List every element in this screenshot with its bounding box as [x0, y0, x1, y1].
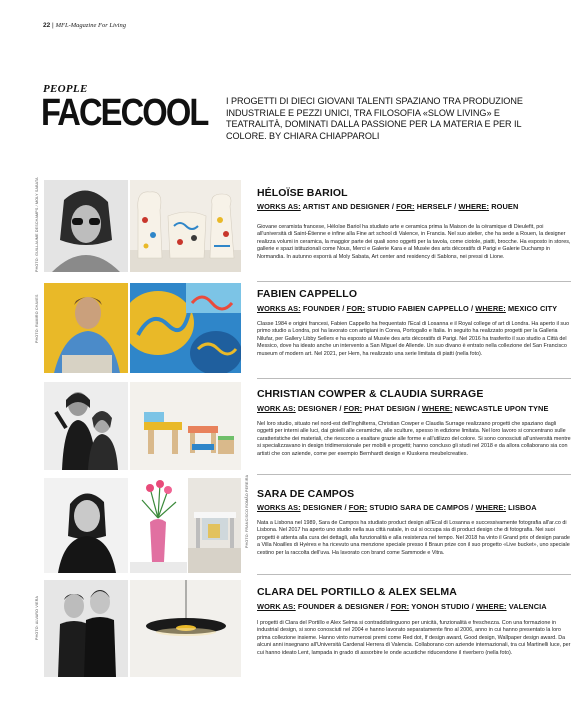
where-label: WHERE:: [475, 304, 506, 313]
for-label: FOR:: [390, 602, 410, 611]
for-label: FOR:: [396, 202, 415, 211]
section-divider: [257, 474, 571, 475]
profile-name: SARA DE CAMPOS: [257, 488, 355, 500]
profile-name: HÉLOÏSE BARIOL: [257, 187, 348, 199]
furniture-photo: [130, 382, 241, 470]
photo-credit: PHOTO: FRANCISCO ROMÃO PEREIRA: [245, 474, 249, 548]
for-label: FOR:: [346, 304, 366, 313]
profile-bio: I progetti di Clara del Portillo e Alex Selma si contraddistinguono per unicità, funzionalità e freschezza. Con una formazione in industrial design, si sono conosciuti nel 2004 e hanno lavorato separatamente fino al 2006, anno in cui hanno presentato la loro prima collezione insieme. Hanno vinto numerosi premi come Red dot, If design award, Good design, Wallpaper design award. Da alcuni anni insegnano all'Università Cardenal Herrera di Valencia. Collaborano con aziende internazionali, tra cui Martinelli luce, per cui hanno ideato Lent, lampada in grado di assorbire le onde acustiche riducendone il riverbero (nella foto).: [257, 620, 571, 656]
for-value: HERSELF: [416, 202, 452, 211]
for-label: FOR:: [343, 404, 363, 413]
magazine-name: MFL-Magazine For Living: [55, 22, 126, 29]
page-folio: [43, 22, 126, 29]
where-value: VALENCIA: [508, 602, 547, 611]
role-label: WORKS AS:: [257, 304, 301, 313]
plates-photo: [130, 283, 241, 373]
portrait-photo: [44, 478, 128, 573]
section-divider: [257, 281, 571, 282]
role-value: FOUNDER: [302, 304, 341, 313]
page-number: 22: [43, 22, 51, 29]
where-label: WHERE:: [458, 202, 490, 211]
role-value: FOUNDER & DESIGNER: [297, 602, 385, 611]
where-value: MEXICO CITY: [508, 304, 558, 313]
section-divider: [257, 378, 571, 379]
portrait-photo: [44, 180, 128, 272]
for-label: FOR:: [348, 503, 368, 512]
folio-separator: |: [52, 22, 54, 29]
role-value: ARTIST AND DESIGNER: [302, 202, 390, 211]
profile-bio: Nata a Lisbona nel 1989, Sara de Campos ha studiato product design all'Ecal di Losanna e successivamente fotografia all'ar.co di Lisbona. Nel 2017 ha aperto uno studio nella sua città natale, in cui si occupa sia di product design che di fotografia. Nei suoi progetti è attenta alla cura dei dettagli, alla funzionalità e alla resistenza nel tempo. Nel 2018 ha vinto il Grand prix of design parade a Villa Noailles di Hyères e ha ricevuto una menzione speciale presso il Braun prize con il suo progetto «Live bucket», uno speciale cestino per la raccolta dell'uva. Ha lavorato con brand come Sammode e Vitra.: [257, 520, 570, 556]
vase-photo: [130, 478, 187, 573]
for-value: STUDIO FABIEN CAPPELLO: [367, 304, 469, 313]
kitchen-photo: [188, 478, 241, 573]
for-value: YONOH STUDIO: [411, 602, 470, 611]
where-value: NEWCASTLE UPON TYNE: [454, 404, 549, 413]
profile-name: CLARA DEL PORTILLO & ALEX SELMA: [257, 586, 457, 598]
role-label: WORK AS:: [257, 404, 296, 413]
where-value: ROUEN: [491, 202, 519, 211]
portrait-photo: [44, 283, 128, 373]
for-value: PHAT DESIGN: [364, 404, 416, 413]
photo-credit: PHOTO: RAMIRO CHAVES: [35, 294, 39, 343]
profile-role-line: WORKS AS: ARTIST AND DESIGNER / FOR: HERSELF / WHERE: ROUEN: [257, 202, 519, 211]
role-label: WORKS AS:: [257, 503, 301, 512]
where-value: LISBOA: [508, 503, 537, 512]
ceramics-photo: [130, 180, 241, 272]
for-value: STUDIO SARA DE CAMPOS: [369, 503, 469, 512]
profile-entry-2: [30, 283, 570, 375]
role-label: WORKS AS:: [257, 202, 301, 211]
profile-entry-1: [30, 177, 571, 278]
article-dek: I PROGETTI DI DIECI GIOVANI TALENTI SPAZIANO TRA PRODUZIONE INDUSTRIALE E PEZZI UNICI, TRA FILOSOFIA «SLOW LIVING» E TEATRALITÀ, DOMINATI DALLA PASSIONE PER LA MATERIA E PER IL COLORE. BY CHIARA CHIAPPAROLI: [226, 96, 523, 142]
profile-role-line: WORKS AS: DESIGNER / FOR: STUDIO SARA DE CAMPOS / WHERE: LISBOA: [257, 503, 537, 512]
where-label: WHERE:: [475, 602, 507, 611]
role-label: WORK AS:: [257, 602, 296, 611]
profile-entry-3: [30, 382, 571, 474]
profile-bio: Classe 1984 e origini francesi, Fabien Cappello ha frequentato l'Ecal di Losanna e il Royal college of art di Londra. Ha aperto il suo primo studio a Londra, poi ha lavorato con artigiani in Corea, Portogallo e Italia. In seguito ha realizzato progetti per la Galleria Nilufar, per Gallery Libby Sellers e ha esposto al Musée des arts décoratifs di Parigi. Nel 2016 ha trasferito il suo studio a Città del Messico, dove ha ideato anche un intervento a San Miguel de Allende. Un suo divano è entrato nella collezione del San Francisco museum of modern art. Nel 2021, per Hem, ha realizzato una serie limitata di piatti (nella foto).: [257, 321, 570, 357]
profile-name: CHRISTIAN COWPER & CLAUDIA SURRAGE: [257, 388, 484, 400]
photo-credit: PHOTO: GUILLAUME DESCHAMPS / MOLY SABATA: [35, 177, 39, 272]
where-label: WHERE:: [421, 404, 453, 413]
where-label: WHERE:: [475, 503, 507, 512]
profile-role-line: WORK AS: FOUNDER & DESIGNER / FOR: YONOH STUDIO / WHERE: VALENCIA: [257, 602, 547, 611]
profile-entry-4: [30, 474, 570, 574]
portrait-photo: [44, 580, 128, 677]
section-kicker: PEOPLE: [43, 83, 88, 95]
photo-credit: PHOTO: ALVARO VIERA: [35, 595, 39, 640]
role-value: DESIGNER: [297, 404, 338, 413]
profile-bio: Giovane ceramista francese, Héloïse Bariol ha studiato arte e ceramica prima la Maison de la céramique di Dieulefit, poi all'università di Saint-Étienne e infine alla Fine art school di Valence, in Francia. Nel suo atelier, che ha sede a Rouen, la designer realizza volumi in ceramica, la maggior parte dei quali sono oggetti per la tavola, come ciotole, piatti, brocche. Ha esposto in stores, gallerie e spazi istituzionali come Nous, Merci e Galerie Kara e al Musée des arts décoratifs di Parigi e Galerie Duchamp in Normandia. In autunno esporrà al Moly Sabata, Art center and residency di Sablons, nei pressi di Lione.: [257, 224, 571, 260]
profile-role-line: WORKS AS: FOUNDER / FOR: STUDIO FABIEN CAPPELLO / WHERE: MEXICO CITY: [257, 304, 558, 313]
profile-name: FABIEN CAPPELLO: [257, 288, 358, 300]
profile-role-line: WORK AS: DESIGNER / FOR: PHAT DESIGN / WHERE: NEWCASTLE UPON TYNE: [257, 404, 549, 413]
lamp-photo: [130, 580, 241, 677]
profile-entry-5: [30, 580, 571, 680]
role-value: DESIGNER: [302, 503, 343, 512]
profile-bio: Nel loro studio, situato nel nord-est dell'Inghilterra, Christian Cowper e Claudia Surrage realizzano progetti che spaziano dagli oggetti per interni alle luci, dai gioielli alle ceramiche, alle sculture, spesso in edizione limitata. Nel loro lavoro si concentrano sulle caratteristiche dei materiali, che riescono a esaltare grazie alle forme e all'utilizzo del colore. Si sono conosciuti all'università mentre si specializzavano in design tridimensionale per mobili e progetti; hanno concluso gli studi nel 2018 e da allora collaborano sia con artisti che con aziende, come per esempio Bernhardt design e Kluskens meubelcreaties.: [257, 421, 571, 457]
article-title: FACECOOL: [41, 92, 208, 134]
section-divider: [257, 574, 571, 575]
portrait-photo: [44, 382, 128, 470]
